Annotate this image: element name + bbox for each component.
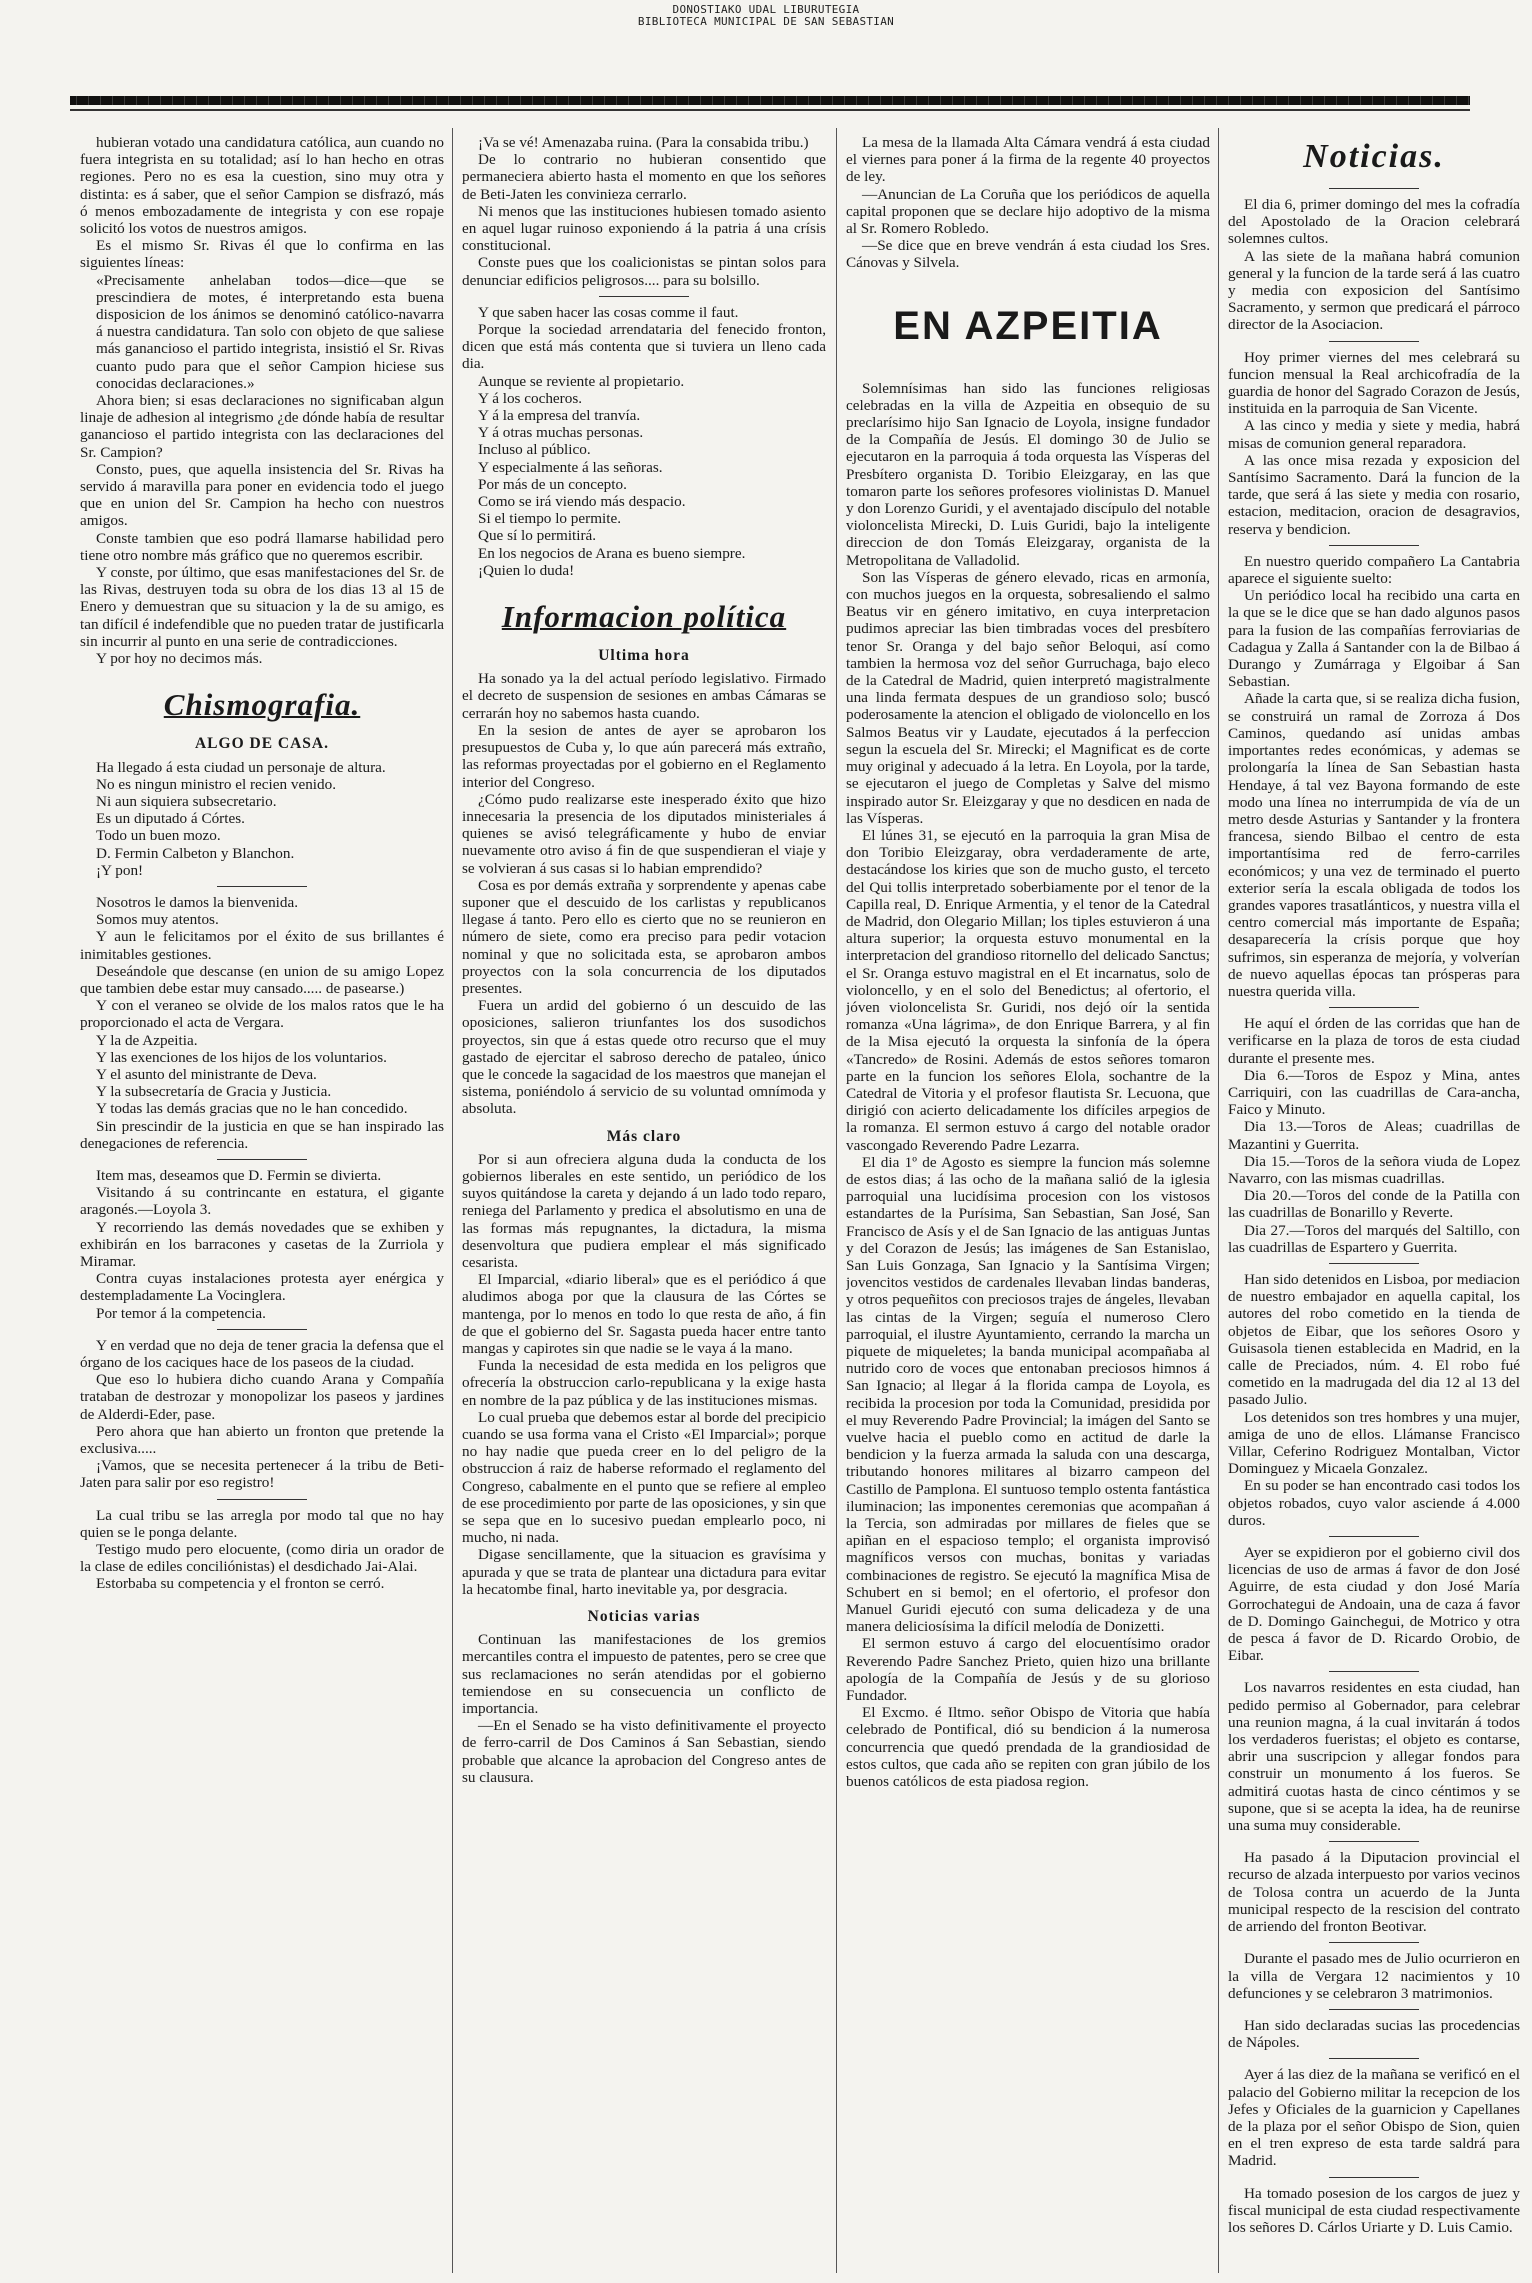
paragraph: Nosotros le damos la bienvenida.: [96, 893, 299, 911]
news-item: En su poder se han encontrado casi todos los objetos robados, cuyo valor asciende á 4.000 duros.: [1228, 1477, 1520, 1529]
paragraph: Ahora bien; si esas declaraciones no significaban algun linaje de adhesion al integrismo ¿de dónde había de resultar ganancioso el partido integrista con las declaraciones del Sr. Campion?: [80, 392, 444, 461]
paragraph: ¡Y pon!: [96, 861, 144, 879]
paragraph: Y la de Azpeitia.: [96, 1031, 198, 1049]
separator-rule: [1329, 545, 1419, 546]
paragraph: Y á otras muchas personas.: [478, 424, 644, 442]
paragraph: Y todas las demás gracias que no le han concedido.: [96, 1100, 408, 1118]
separator-rule: [1329, 2058, 1419, 2059]
news-item: Ha pasado á la Diputacion provincial el recurso de alzada interpuesto por varios vecinos de Tolosa contra un acuerdo de la Junta municipal respecto de la rescision del contrato de arriendo del fronton Beotivar.: [1228, 1849, 1520, 1936]
paragraph: Por temor á la competencia.: [96, 1304, 266, 1322]
paragraph: En la sesion de antes de ayer se aprobaron los presupuestos de Cuba y, lo que aún parecerá más extraño, las reformas proyectadas por el gobierno en el Reglamento interior del Congreso.: [462, 721, 826, 791]
paragraph: Cosa es por demás extraña y sorprendente y apenas cabe suponer que el descuido de los carlistas y republicanos llegase á tanto. Pero ello es cierto que no se reunieron en número de siete, como era preciso para pedir votacion nominal y que no solicitada esta, se aprobaron ambos proyectos con la sola concurrencia de los diputados presentes.: [462, 876, 826, 997]
separator-rule: [1329, 1536, 1419, 1537]
paragraph: Y el asunto del ministrante de Deva.: [96, 1065, 317, 1083]
paragraph: Es el mismo Sr. Rivas él que lo confirma en las siguientes líneas:: [80, 237, 444, 272]
separator-rule: [1329, 1841, 1419, 1842]
paragraph: —Anuncian de La Coruña que los periódicos de aquella capital proponen que se declare hijo adoptivo de la misma al Sr. Romero Robledo.: [846, 185, 1210, 238]
column-2: [462, 134, 826, 2274]
paragraph: Contra cuyas instalaciones protesta ayer enérgica y destempladamente La Vocinglera.: [80, 1270, 444, 1305]
section-title-chismografia: Chismografia.: [163, 687, 361, 723]
subheading: ALGO DE CASA.: [194, 735, 329, 753]
paragraph: Deseándole que descanse (en union de su amigo Lopez que tambien debe estar muy cansado..... de pasearse.): [80, 962, 444, 997]
section-title-noticias: Noticias.: [1303, 138, 1445, 175]
separator-rule: [1329, 1671, 1419, 1672]
masthead-rule: [70, 96, 1470, 105]
paragraph: Consto, pues, que aquella insistencia del Sr. Rivas ha servido á maravilla para poner en evidencia todo el juego que en union del Sr. Campion ha hecho con nuestros amigos.: [80, 460, 444, 530]
separator-rule: [217, 886, 307, 887]
separator-rule: [1329, 1007, 1419, 1008]
column-1: [80, 134, 444, 2274]
paragraph: Que sí lo permitirá.: [478, 527, 597, 545]
paragraph: Solemnísimas han sido las funciones religiosas celebradas en la villa de Azpeitia en obsequio de su preclarísimo hijo San Ignacio de Loyola, insigne fundador de la Compañía de Jesús. El domingo 30 de Julio se ejecutaron en la parroquia á toda orquesta las Vísperas del Presbítero organista D. Toribio Eleizgaray, en las que tomaron parte los señores profesores violinistas D. Manuel y don Lorenzo Guridi, y el aventajado discípulo del notable violoncelista Mirecki, D. Luis Guridi, bajo la inteligente direccion de don Tomás Eleizgaray, organista de la Metropolitana de Valladolid.: [846, 379, 1210, 569]
section-title-informacion-politica: Informacion política: [501, 599, 787, 635]
news-item: Ayer se expidieron por el gobierno civil dos licencias de uso de armas á favor de don José Aguirre, de esta ciudad y don José María Gorrochategui de Andoain, una de caza á favor de D. Domingo Gainchegui, de Motrico y otra de pesca á favor de D. Ricardo Orobio, de Eibar.: [1228, 1544, 1520, 1665]
separator-rule: [1329, 188, 1419, 189]
paragraph: Conste pues que los coalicionistas se pintan solos para denunciar edificios peligrosos.... para su bolsillo.: [462, 254, 826, 289]
column-divider: [1218, 128, 1219, 2273]
masthead-rule-thin: [70, 109, 1470, 111]
news-item: Dia 6.—Toros de Espoz y Mina, antes Carriquiri, con las cuadrillas de Cara-ancha, Faico y Minuto.: [1228, 1066, 1520, 1119]
paragraph: La cual tribu se las arregla por modo tal que no hay quien se le ponga delante.: [80, 1506, 444, 1541]
news-item: Ayer á las diez de la mañana se verificó en el palacio del Gobierno militar la recepcion de los Jefes y Oficiales de la guarnicion y Capellanes de la plaza por el señor Obispo de Sion, quien en el tren expreso de esta tarde saldrá para Madrid.: [1228, 2066, 1520, 2170]
paragraph: hubieran votado una candidatura católica, aun cuando no fuera integrista en su totalidad; así lo han hecho en otras regiones. Pero no es esa la cuestion, sino muy otra y distinta: es á saber, que el señor Campion se disfrazó, más ó menos embozadamente de integrista y con ese ropaje solicitó los votos de nuestros amigos.: [80, 134, 444, 238]
archive-header-line1: DONOSTIAKO UDAL LIBURUTEGIA: [672, 3, 860, 16]
paragraph: Es un diputado á Córtes.: [96, 810, 245, 828]
paragraph: Aunque se reviente al propietario.: [478, 372, 685, 390]
news-item: Los detenidos son tres hombres y una mujer, amiga de uno de ellos. Llámanse Francisco Villar, Ceferino Rodriguez Montalban, Victor Dominguez y Micaela Gonzalez.: [1228, 1408, 1520, 1478]
paragraph: Y conste, por último, que esas manifestaciones del Sr. de las Rivas, destruyen toda su obra de los dias 13 al 15 de Enero y demuestran que su situacion y la de su amigo, es tan difícil é indefendible que no pueden tratar de justificarla sin incurrir al punto en una serie de contradicciones.: [80, 564, 444, 650]
paragraph: Y en verdad que no deja de tener gracia la defensa que el órgano de los caciques hace de los paseos de la ciudad.: [80, 1336, 444, 1371]
column-3: [846, 134, 1210, 2274]
paragraph: Todo un buen mozo.: [96, 827, 221, 845]
news-item: Ha tomado posesion de los cargos de juez y fiscal municipal de esta ciudad respectivamente los señores D. Cárlos Uriarte y D. Luis Camio.: [1228, 2184, 1520, 2236]
separator-rule: [1329, 1942, 1419, 1943]
paragraph: El Imparcial, «diario liberal» que es el periódico á que aludimos aboga por que la clausura de las Córtes se mantenga, por lo menos en todo lo que resta de año, á fin de que el gobierno del Sr. Sagasta pueda hacer entre tanto mangas y capirotes sin que nadie se le vaya á la mano.: [462, 1271, 826, 1357]
paragraph: El lúnes 31, se ejecutó en la parroquia la gran Misa de don Toribio Eleizgaray, obra verdaderamente de arte, destacándose los kiries que son de mucho gusto, el terceto del Qui tollis interpretado soberbiamente por el tenor de la Capilla real, D. Enrique Armentia, y el tenor de la Catedral de Madrid, don Olegario Millan; los tiples estuvieron á una altura superior; la orquesta estuvo monumental en la interpretacion del grandioso ritornello del delicado Sanctus; el Sr. Oranga estuvo magistral en el Et incarnatus, solo de violoncello, y en el solo del Benedictus; al ofertorio, el jóven violoncelista Sr. Guridi, nos dejó oír la sentida romanza «Una lágrima», de don Enrique Barrera, y al fin de la Misa ejecutó la orquesta la sinfonía de la ópera «Tancredo» de Rosini. Además de estos señores tomaron parte en la funcion los señores Elola, sochantre de la Catedral de Vitoria y el profesor flautista Sr. Lecuona, que dirigió con acierto delicadamente los difíciles arpegios de la romanza. El sermon estuvo á cargo del notable orador vascongado Reverendo Padre Lezarra.: [846, 826, 1210, 1154]
paragraph: ¿Cómo pudo realizarse este inesperado éxito que hizo innecesaria la presencia de los diputados ministeriales á quienes se avisó telegráficamente y hubo de enviar nuevamente otro aviso á fin de que suspendieran el viaje y se volvieran á sus casas si lo habian emprendido?: [462, 790, 826, 877]
paragraph: Porque la sociedad arrendataria del fenecido fronton, dicen que está más contenta que si tuviera un lleno cada dia.: [462, 321, 826, 373]
news-item: Un periódico local ha recibido una carta en la que se le dice que se han dado algunos pasos para la fusion de las compañías ferroviarias de Cadagua y Zalla á Santander con la de Bilbao á Durango y Zumárraga y Elgoibar á San Sebastian.: [1228, 587, 1520, 691]
separator-rule: [1329, 2177, 1419, 2178]
news-item: Añade la carta que, si se realiza dicha fusion, se construirá un ramal de Zorroza á Dos Caminos, quedando así unidas ambas importantes redes económicas, y ademas se prolongaría la línea de San Sebastian hasta Hendaye, á tal vez Bayona formando de este modo una línea no interrumpida de vía de un metro desde Asturias y Santander y la frontera francesa, siendo Bilbao el centro de esta importantísima red de ferro-carriles económicos; y una vez de terminado el puerto exterior sería la escala obligada de todos los grandes vapores trasatlánticos, y nuestra villa el centro comercial más importante de España; desaparecería la crísis porque que hoy sufrimos, sin esperanza de mejoría, y volverían de nuevo aquellas épocas tan prósperas para nuestra querida villa.: [1228, 690, 1520, 1000]
paragraph: Ni aun siquiera subsecretario.: [96, 792, 277, 810]
news-item: Dia 13.—Toros de Aleas; cuadrillas de Mazantini y Guerrita.: [1228, 1118, 1520, 1153]
paragraph: Que eso lo hubiera dicho cuando Arana y Compañía trataban de destrozar y monopolizar los paseos y jardines de Alderdi-Eder, pase.: [80, 1371, 444, 1423]
paragraph: Y especialmente á las señoras.: [478, 458, 663, 476]
separator-rule: [1329, 1263, 1419, 1264]
paragraph: La mesa de la llamada Alta Cámara vendrá á esta ciudad el viernes para poner á la firma de la regente 40 proyectos de ley.: [846, 134, 1210, 186]
paragraph: Testigo mudo pero elocuente, (como diria un orador de la clase de ediles conciliónistas) el desdichado Jai-Alai.: [80, 1541, 444, 1576]
paragraph: Y aun le felicitamos por el éxito de sus brillantes é inimitables gestiones.: [80, 928, 444, 963]
paragraph: Pero ahora que han abierto un fronton que pretende la exclusiva.....: [80, 1422, 444, 1458]
paragraph: De lo contrario no hubieran consentido que permaneciera abierto hasta el momento en que los señores de Beti-Jaten les convinieza cerrarlo.: [462, 151, 826, 203]
paragraph: Como se irá viendo más despacio.: [478, 493, 686, 511]
paragraph: Por si aun ofreciera alguna duda la conducta de los gobiernos liberales en este sentido, un periódico de los suyos quitándose la careta y dejando á un lado todo reparo, reniega del Parlamento y predica el absolutismo en una de las formas más repugnantes, la dictadura, la misma desenvoltura que pudiera emplear el más significado cesarista.: [462, 1150, 826, 1271]
paragraph: Y á la empresa del tranvía.: [478, 407, 641, 425]
paragraph: Sin prescindir de la justicia en que se han inspirado las denegaciones de referencia.: [80, 1117, 444, 1152]
paragraph: D. Fermin Calbeton y Blanchon.: [96, 844, 295, 862]
quote-paragraph: «Precisamente anhelaban todos—dice—que se prescindiera de motes, é interpretando esta buena disposicion de los ánimos se denominó católico-navarra á nuestra candidatura. Tan solo con objeto de que saliese más ganancioso el partido integrista, insistió el Sr. Rivas cuanto pudo para que el señor Campion hiciese sus conocidas declaraciones.»: [96, 271, 444, 392]
news-item: Los navarros residentes en esta ciudad, han pedido permiso al Gobernador, para celebrar una reunion magna, á la cual invitarán á todos los verdaderos fueristas; el objeto es contarse, abrir una suscripcion y allegar fondos para construir un monumento á los fueros. Se admitirá cuotas hasta de cinco céntimos y se supone, que si se acepta la idea, ha de reunirse una suma muy considerable.: [1228, 1679, 1520, 1835]
paragraph: Y á los cocheros.: [478, 389, 583, 407]
paragraph: ¡Quien lo duda!: [478, 561, 575, 579]
paragraph: Son las Vísperas de género elevado, ricas en armonía, con muchos juegos en la orquesta, sobresaliendo el salmo Beatus vir en género imitativo, en cuya interpretacion pudimos apreciar las bien timbradas voces del presbítero tenor Sr. Oranga y del bajo señor Beloqui, así como tambien la hermosa voz del señor Gurruchaga, bajo eleco de la Catedral de Madrid, quien interpretó magistralmente una linda fermata despues de un grandioso solo; buscó poderosamente la atencion el obligado de violoncello en los Salmos Beatus vir y Laudate, ejecutados á la perfeccion segun la escuela del Sr. Mirecki; el Magnificat es de corte muy original y adecuado á la letra. En Loyola, por la tarde, se ejecutaron el juego de Completas y Salve del mismo inspirado autor Sr. Eleizgaray y que no desdicen en nada de las Vísperas.: [846, 568, 1210, 827]
paragraph: ¡Va se vé! Amenazaba ruina. (Para la consabida tribu.): [478, 134, 809, 151]
news-item: Dia 15.—Toros de la señora viuda de Lopez Navarro, con las mismas cuadrillas.: [1228, 1152, 1520, 1187]
news-item: Han sido declaradas sucias las procedencias de Nápoles.: [1228, 2016, 1520, 2052]
archive-header-line2: BIBLIOTECA MUNICIPAL DE SAN SEBASTIAN: [637, 15, 895, 28]
paragraph: Somos muy atentos.: [96, 911, 219, 929]
separator-rule: [217, 1499, 307, 1500]
paragraph: Y con el veraneo se olvide de los malos ratos que le ha proporcionado el acta de Vergara.: [80, 997, 444, 1032]
news-item: En nuestro querido compañero La Cantabria aparece el siguiente suelto:: [1228, 552, 1520, 588]
paragraph: Visitando á su contrincante en estatura, el gigante aragonés.—Loyola 3.: [80, 1184, 444, 1219]
column-divider: [836, 128, 837, 2273]
paragraph: No es ningun ministro el recien venido.: [96, 775, 336, 793]
subheading: Noticias varias: [587, 1608, 701, 1626]
paragraph: Estorbaba su competencia y el fronton se cerró.: [96, 1575, 385, 1593]
paragraph: Y las exenciones de los hijos de los voluntarios.: [96, 1048, 387, 1066]
paragraph: El sermon estuvo á cargo del elocuentísimo orador Reverendo Padre Sanchez Prieto, quien hizo una brillante apología de la Compañía de Jesús y de su glorioso Fundador.: [846, 1635, 1210, 1705]
paragraph: Continuan las manifestaciones de los gremios mercantiles contra el impuesto de patentes, pero se cree que sus reclamaciones no serán atendidas por el gobierno temiendose en su consecuencia un conflicto de importancia.: [462, 1631, 826, 1718]
news-item: A las siete de la mañana habrá comunion general y la funcion de la tarde será á las cuatro y media con exposicion del Santísimo Sacramento, y sermon que predicará el párroco director de la Asociacion.: [1228, 247, 1520, 334]
subheading: Ultima hora: [598, 647, 690, 665]
separator-rule: [599, 296, 689, 297]
paragraph: —En el Senado se ha visto definitivamente el proyecto de ferro-carril de Dos Caminos á San Sebastian, siendo probable que alcance la aprobacion del Congreso antes de su clausura.: [462, 1717, 826, 1786]
archive-header: [0, 4, 1532, 28]
paragraph: Conste tambien que eso podrá llamarse habilidad pero tiene otro nombre más gráfico que no queremos escribir.: [80, 529, 444, 564]
paragraph: Funda la necesidad de esta medida en los peligros que ofrecería la obstruccion carlo-republicana y la exige hasta en nombre de la paz pública y de las instituciones mismas.: [462, 1357, 826, 1409]
paragraph: Incluso al público.: [478, 441, 591, 459]
separator-rule: [1329, 2009, 1419, 2010]
paragraph: Item mas, deseamos que D. Fermin se divierta.: [96, 1166, 382, 1184]
separator-rule: [217, 1159, 307, 1160]
paragraph: Ha sonado ya la del actual período legislativo. Firmado el decreto de suspension de sesiones en ambas Cámaras se cerrarán hoy no sabemos hasta cuando.: [462, 670, 826, 722]
news-item: Hoy primer viernes del mes celebrará su funcion mensual la Real archicofradía de la guardia de honor del Sagrado Corazon de Jesús, instituida en la parroquia de San Vicente.: [1228, 348, 1520, 418]
paragraph: Ni menos que las instituciones hubiesen tomado asiento en aquel lugar ruinoso exponiendo á la patria á una crísis constitucional.: [462, 202, 826, 255]
paragraph: —Se dice que en breve vendrán á esta ciudad los Sres. Cánovas y Silvela.: [846, 237, 1210, 272]
news-item: A las cinco y media y siete y media, habrá misas de comunion general reparadora.: [1228, 417, 1520, 452]
news-item: Dia 20.—Toros del conde de la Patilla con las cuadrillas de Bonarillo y Reverte.: [1228, 1187, 1520, 1222]
column-4: [1228, 134, 1520, 2274]
news-item: A las once misa rezada y exposicion del Santísimo Sacramento. Dará la funcion de la tarde, que será á las siete y media con rosario, estacion, meditacion, oracion de desagravios, reserva y bendicion.: [1228, 451, 1520, 538]
separator-rule: [217, 1329, 307, 1330]
paragraph: Si el tiempo lo permite.: [478, 510, 621, 528]
paragraph: Y que saben hacer las cosas comme il faut.: [478, 303, 739, 321]
paragraph: Fuera un ardid del gobierno ó un descuido de las oposiciones, salieron triunfantes los dos susodichos proyectos, sin que á estas quede otro recurso que el muy gastado de ejercitar el sabroso derecho de pataleo, único que le concede la sagacidad de los maestros que manejan el sistema, poniéndolo á servicio de su voluntad omnímoda y absoluta.: [462, 997, 826, 1118]
news-item: Durante el pasado mes de Julio ocurrieron en la villa de Vergara 12 nacimientos y 10 defunciones y se celebraron 3 matrimonios.: [1228, 1950, 1520, 2002]
news-item: Han sido detenidos en Lisboa, por mediacion de nuestro embajador en aquella capital, los autores del robo cometido en la tienda de objetos de Eibar, que los señores Osoro y Guisasola tienen establecida en Madrid, en la calle de Preciados, núm. 4. El robo fué cometido en la madrugada del dia 12 al 13 del pasado Julio.: [1228, 1270, 1520, 1409]
paragraph: Y por hoy no decimos más.: [96, 650, 263, 668]
paragraph: El dia 1º de Agosto es siempre la funcion más solemne de estos dias; á las ocho de la mañana salió de la iglesia parroquial una lucidísima procesion con los vistosos estandartes de la Purísima, San Sebastian, San José, San Francisco de Asís y el de San Ignacio de las antiguas Juntas y del Corazon de Jesús; las imágenes de San Estanislao, San Luis Gonzaga, San Ignacio y la Santísima Virgen; jovencitos vestidos de cardenales llevaban lindas banderas, y otros pequeñitos con preciosos trajes de ángeles, llevaban las cintas de la Virgen; seguía el numeroso Clero parroquial, el ilustre Ayuntamiento, cerrando la marcha un piquete de miqueletes; la banda municipal acompañaba al nutrido coro de voces que entonaban preciosos himnos á San Ignacio; al llegar á la florida campa de Loyola, es recibida la procesion por toda la Comunidad, presidida por el muy Reverendo Padre Provincial; la imágen del Santo se vuelve hacia el pueblo como en actitud de darle la bendicion y la fuerza armada la saluda con una descarga, tributando honores militares al bizarro campeon del Castillo de Pamplona. El suntuoso templo ostenta fantástica iluminacion; las imponentes ceremonias que acompañan á la Tercia, son admiradas por millares de fieles que se apiñan en el espacioso templo; el organista improvisó magníficos versos con muchas, bonitas y variadas combinaciones de registro. Se ejecutó la magnífica Misa de Schubert en si bemol; en el ofertorio, el profesor don Manuel Guridi ejecutó con suma delicadeza y de una manera deliciosísima la difícil melodía de Donizetti.: [846, 1153, 1210, 1636]
paragraph: En los negocios de Arana es bueno siempre.: [478, 544, 746, 562]
paragraph: Por más de un concepto.: [478, 475, 627, 493]
news-item: He aquí el órden de las corridas que han de verificarse en la plaza de toros de esta ciudad durante el presente mes.: [1228, 1015, 1520, 1067]
paragraph: Digase sencillamente, que la situacion es gravísima y apurada y que se trata de plantear una dictadura para evitar la hecatombe final, harto inevitable ya, por desgracia.: [462, 1546, 826, 1598]
paragraph: Ha llegado á esta ciudad un personaje de altura.: [96, 758, 386, 776]
column-divider: [452, 128, 453, 2273]
news-item: Dia 27.—Toros del marqués del Saltillo, con las cuadrillas de Espartero y Guerrita.: [1228, 1221, 1520, 1256]
paragraph: Y recorriendo las demás novedades que se exhiben y exhibirán en los barracones y casetas de la Zurriola y Miramar.: [80, 1218, 444, 1270]
paragraph: El Excmo. é Iltmo. señor Obispo de Vitoria que había celebrado de Pontifical, dió su bendicion á la numerosa concurrencia que quedó prendada de la grandiosidad de estos cultos, que cada año se repiten con gran júbilo de los buenos católicos de esta piadosa region.: [846, 1704, 1210, 1791]
paragraph: ¡Vamos, que se necesita pertenecer á la tribu de Beti-Jaten para salir por eso registro!: [80, 1457, 444, 1492]
news-item: El dia 6, primer domingo del mes la cofradía del Apostolado de la Oracion celebrará solemnes cultos.: [1228, 196, 1520, 248]
paragraph: Lo cual prueba que debemos estar al borde del precipicio cuando se usa forma vana el Cristo «El Imparcial»; porque no hay nadie que pueda creer en lo del peligro de la obstruccion á raiz de haberse reformado el reglamento del Congreso, cabalmente en el punto que se refiere al empleo de ese procedimiento por parte de las oposiciones, y sin que se sepa que en lo sucesivo puedan emplearlo poco, ni mucho, ni nada.: [462, 1408, 826, 1547]
separator-rule: [1329, 341, 1419, 342]
paragraph: Y la subsecretaría de Gracia y Justicia.: [96, 1083, 332, 1101]
section-title-en-azpeitia: EN AZPEITIA: [893, 303, 1163, 348]
subheading: Más claro: [606, 1127, 682, 1145]
